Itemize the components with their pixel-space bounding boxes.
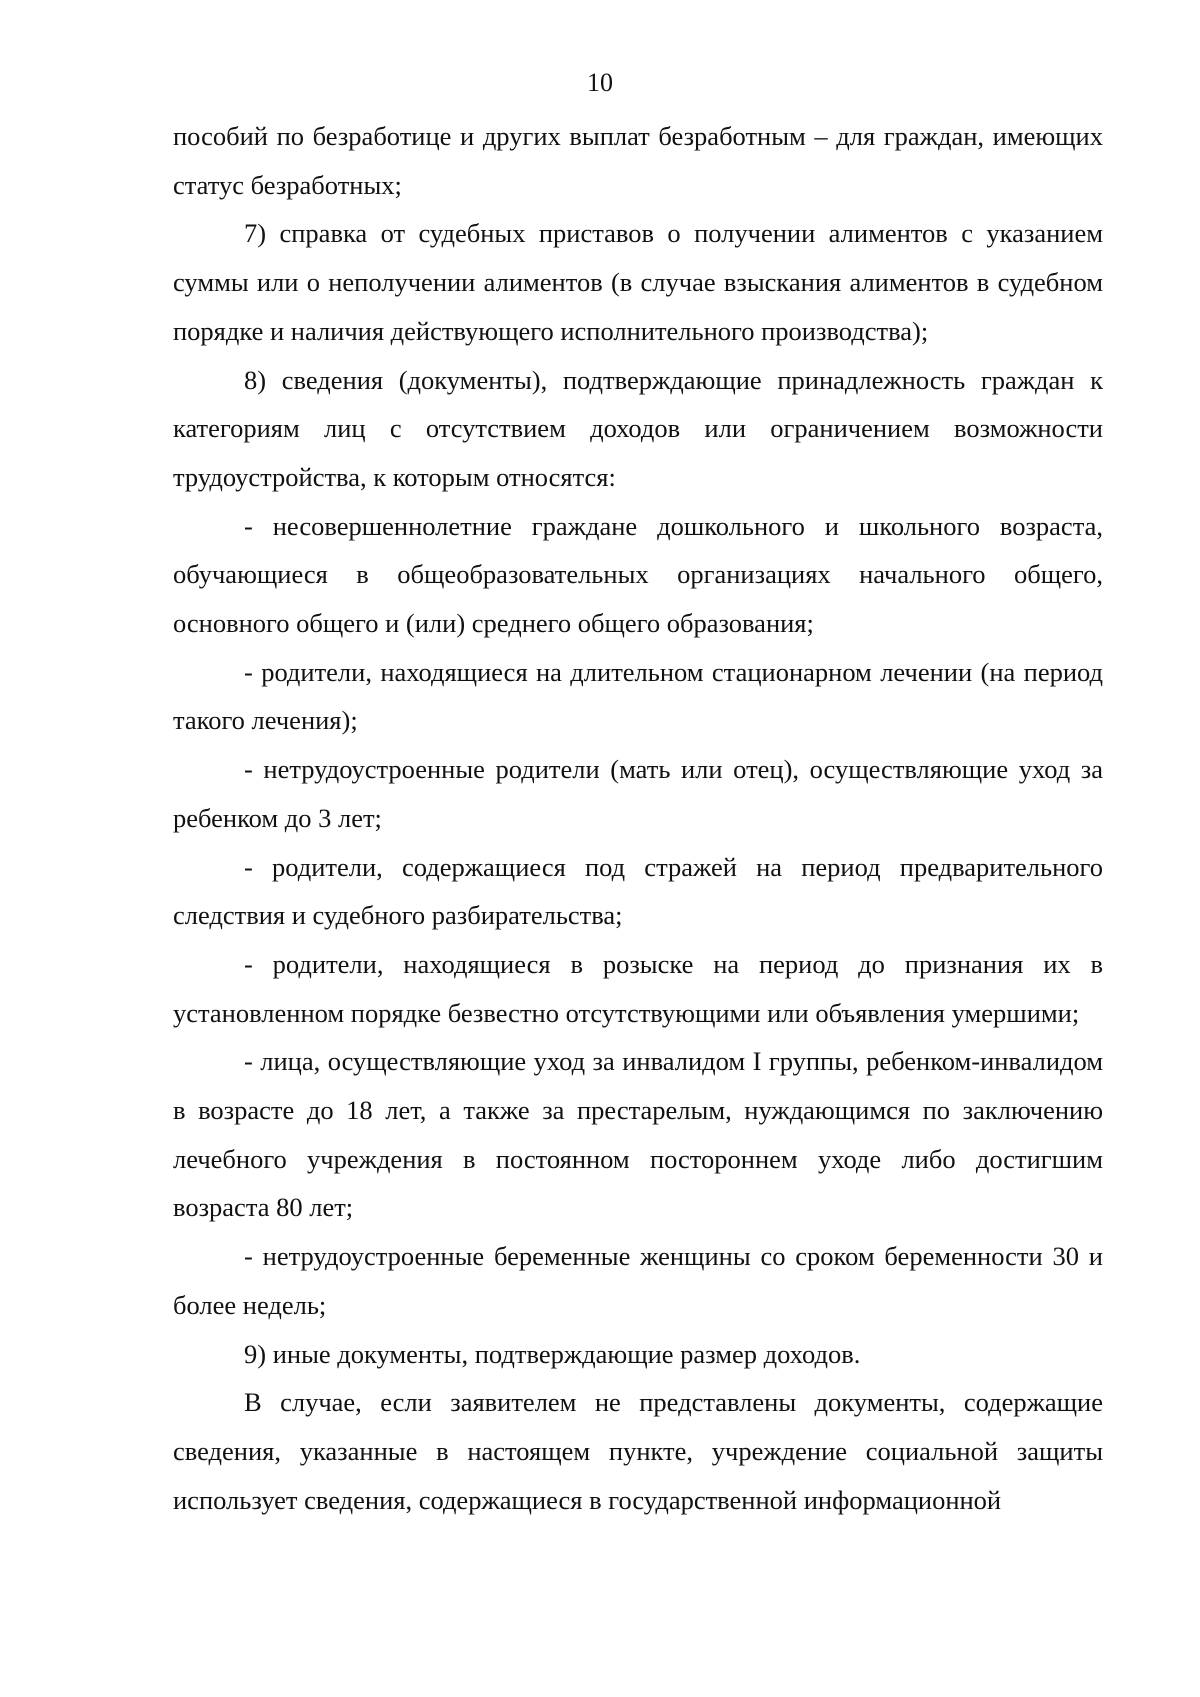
list-item-pregnant-women: - нетрудоустроенные беременные женщины со сроком беременности 30 и более недель; [173,1241,1103,1320]
page-number: 10 [587,68,613,97]
document-body [173,112,1103,1524]
list-item-childcare-parents: - нетрудоустроенные родители (мать или отец), осуществляющие уход за ребенком до 3 лет; [173,754,1103,833]
paragraph-item-8: 8) сведения (документы), подтверждающие принадлежность граждан к категориям лиц с отсутствием доходов или ограничением возможности трудоустройства, к которым относятся: [173,364,1103,492]
list-item-caregivers: - лица, осуществляющие уход за инвалидом I группы, ребенком-инвалидом в возрасте до 18 лет, а также за престарелым, нуждающимся по заключению лечебного учреждения в постоянном постороннем уходе либо достигшим возраста 80 лет; [173,1046,1103,1223]
list-item-wanted-parents: - родители, находящиеся в розыске на период до признания их в установленном порядке безвестно отсутствующими или объявления умершими; [173,948,1103,1028]
list-item-hospitalized-parents: - родители, находящиеся на длительном стационарном лечении (на период такого лечения); [173,656,1103,736]
paragraph-closing: В случае, если заявителем не представлены документы, содержащие сведения, указанные в настоящем пункте, учреждение социальной защиты использует сведения, содержащиеся в государственной информационной [173,1387,1103,1515]
paragraph-item-7: 7) справка от судебных приставов о получении алиментов с указанием суммы или о неполучении алиментов (в случае взыскания алиментов в судебном порядке и наличия действующего исполнительного производства); [173,218,1103,346]
paragraph-continuation: пособий по безработице и других выплат безработным – для граждан, имеющих статус безработных; [173,121,1103,200]
paragraph-item-9: 9) иные документы, подтверждающие размер доходов. [244,1338,861,1369]
list-item-detained-parents: - родители, содержащиеся под стражей на период предварительного следствия и судебного разбирательства; [173,851,1103,931]
list-item-minors: - несовершеннолетние граждане дошкольного и школьного возраста, обучающиеся в общеобразовательных организациях начального общего, основного общего и (или) среднего общего образования; [173,510,1103,639]
